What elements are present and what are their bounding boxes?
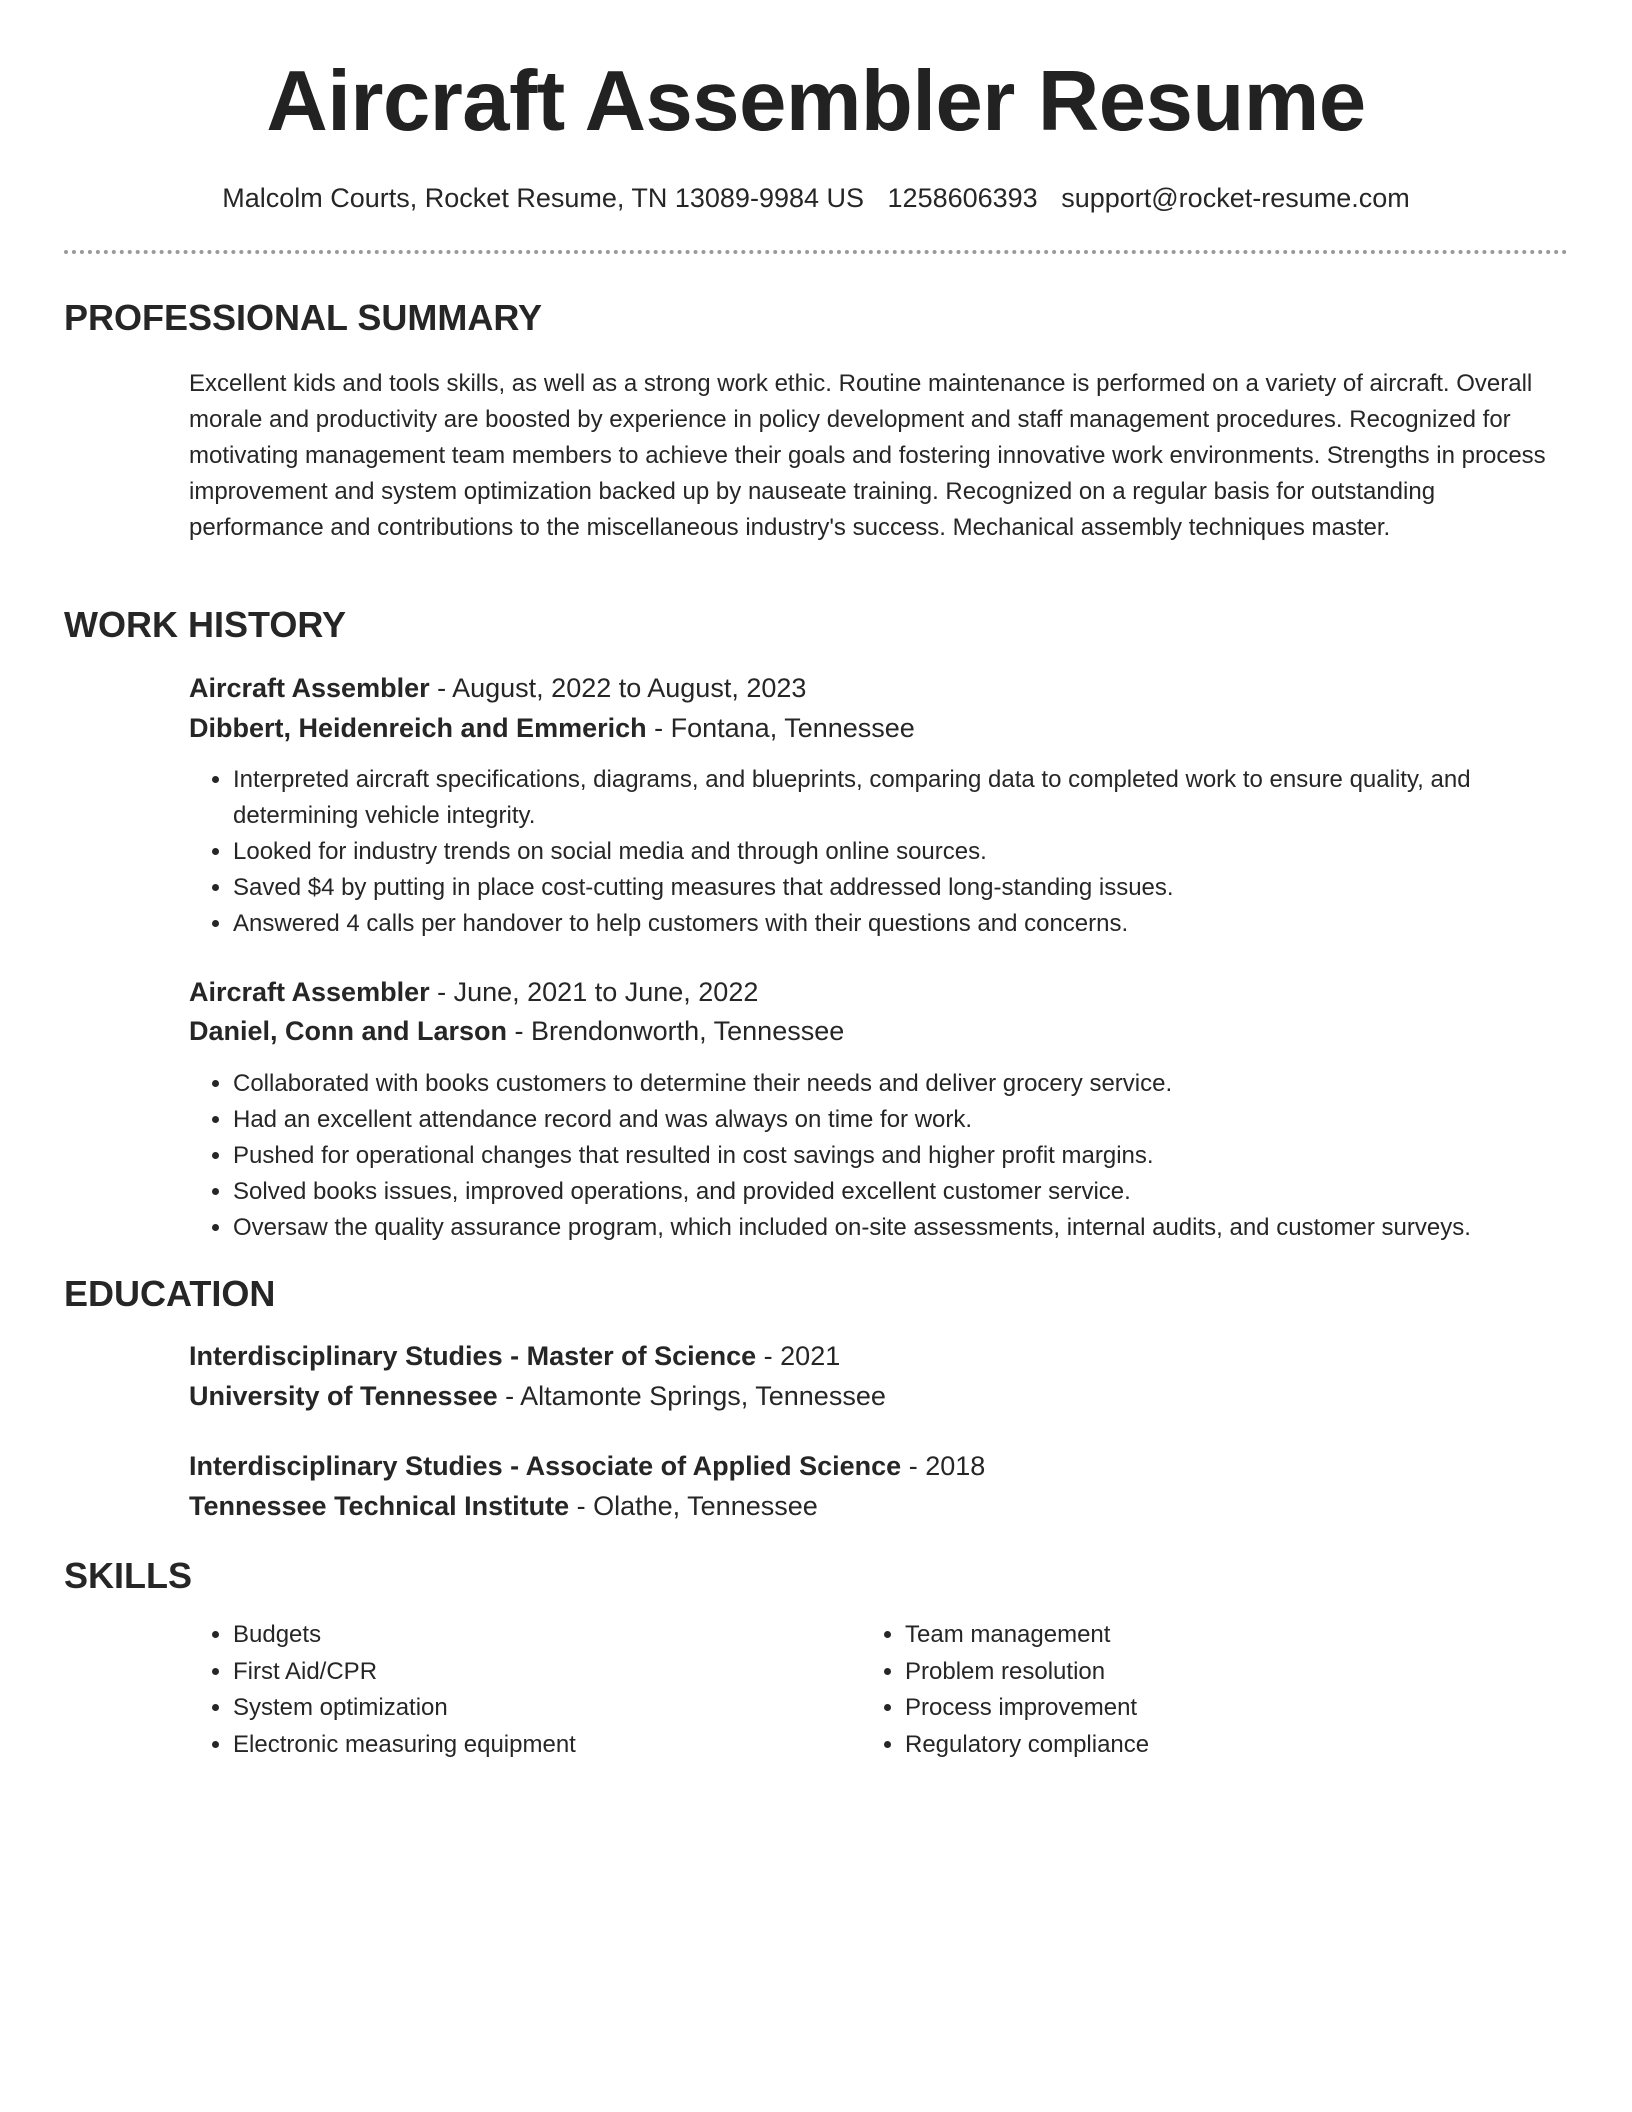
job-company-line: [189, 710, 915, 746]
job-duties-list: [189, 1066, 1593, 1246]
list-item: • Solved books issues, improved operations, and provided excellent customer service.: [233, 1174, 1593, 1210]
skill-item: • Team management: [905, 1617, 1525, 1654]
skill-item: • Process improvement: [905, 1690, 1525, 1727]
job-company-line: [189, 1013, 844, 1049]
summary-heading: PROFESSIONAL SUMMARY: [64, 297, 543, 338]
contact-email: support@rocket-resume.com: [1061, 183, 1410, 213]
education-year: - 2021: [756, 1341, 841, 1371]
education-school-line: [189, 1488, 818, 1524]
contact-info: [0, 180, 1632, 216]
header-divider: [64, 250, 1568, 254]
skills-list-left: [189, 1617, 853, 1763]
job-duties-list: [189, 762, 1593, 942]
list-item: • Collaborated with books customers to determine their needs and deliver grocery service.: [233, 1066, 1593, 1102]
skill-item: • Electronic measuring equipment: [233, 1727, 853, 1764]
skill-item: • Problem resolution: [905, 1654, 1525, 1691]
education-location: - Olathe, Tennessee: [569, 1491, 818, 1521]
skills-heading: SKILLS: [64, 1555, 193, 1596]
contact-address: Malcolm Courts, Rocket Resume, TN 13089-9984 US: [222, 183, 865, 213]
job-company: Dibbert, Heidenreich and Emmerich: [189, 713, 647, 743]
work-history-heading: WORK HISTORY: [64, 604, 347, 645]
job-location: - Fontana, Tennessee: [646, 713, 915, 743]
list-item: • Answered 4 calls per handover to help customers with their questions and concerns.: [233, 906, 1593, 942]
education-degree-line: [189, 1448, 985, 1484]
list-item: • Pushed for operational changes that resulted in cost savings and higher profit margins.: [233, 1138, 1593, 1174]
education-heading: EDUCATION: [64, 1273, 276, 1314]
education-school: University of Tennessee: [189, 1381, 498, 1411]
job-title-line: [189, 974, 758, 1010]
resume-title: Aircraft Assembler Resume: [266, 54, 1366, 149]
job-dates: - August, 2022 to August, 2023: [429, 673, 807, 703]
job-location: - Brendonworth, Tennessee: [507, 1016, 845, 1046]
education-degree: Interdisciplinary Studies - Master of Science: [189, 1341, 757, 1371]
job-title-line: [189, 670, 806, 706]
education-school: Tennessee Technical Institute: [189, 1491, 570, 1521]
job-dates: - June, 2021 to June, 2022: [429, 977, 759, 1007]
list-item: • Oversaw the quality assurance program, which included on-site assessments, internal audits, and customer surveys.: [233, 1210, 1593, 1246]
contact-phone: 1258606393: [887, 183, 1038, 213]
summary-text: Excellent kids and tools skills, as well as a strong work ethic. Routine maintenance is performed on a variety of aircraft. Overall morale and productivity are boosted by experience in policy development and staff management procedures. Recognized for motivating management team members to achieve their goals and fostering innovative work environments. Strengths in process improvement and system optimization backed up by nauseate training. Recognized on a regular basis for outstanding performance and contributions to the miscellaneous industry's success. Mechanical assembly techniques master.: [189, 370, 1546, 541]
list-item: • Had an excellent attendance record and was always on time for work.: [233, 1102, 1593, 1138]
skill-item: • First Aid/CPR: [233, 1654, 853, 1691]
education-degree: Interdisciplinary Studies - Associate of Applied Science: [189, 1451, 902, 1481]
education-degree-line: [189, 1338, 840, 1374]
job-company: Daniel, Conn and Larson: [189, 1016, 508, 1046]
job-title: Aircraft Assembler: [189, 977, 430, 1007]
list-item: • Interpreted aircraft specifications, diagrams, and blueprints, comparing data to completed work to ensure quality, and determining vehicle integrity.: [233, 762, 1593, 834]
education-location: - Altamonte Springs, Tennessee: [497, 1381, 886, 1411]
skill-item: • Regulatory compliance: [905, 1727, 1525, 1764]
job-title: Aircraft Assembler: [189, 673, 430, 703]
education-year: - 2018: [901, 1451, 986, 1481]
list-item: • Looked for industry trends on social media and through online sources.: [233, 834, 1593, 870]
skill-item: • Budgets: [233, 1617, 853, 1654]
skill-item: • System optimization: [233, 1690, 853, 1727]
list-item: • Saved $4 by putting in place cost-cutting measures that addressed long-standing issues.: [233, 870, 1593, 906]
education-school-line: [189, 1378, 886, 1414]
skills-list-right: [861, 1617, 1525, 1763]
